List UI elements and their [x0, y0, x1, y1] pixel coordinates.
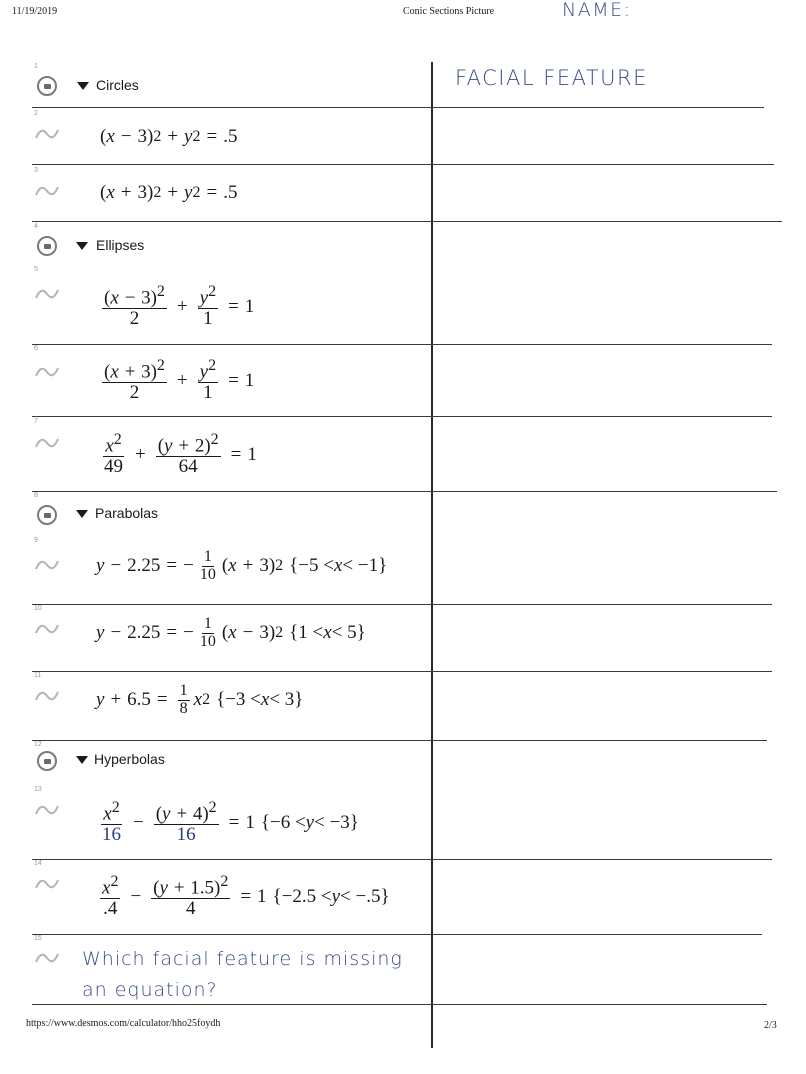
graph-wave-icon[interactable]: [34, 557, 60, 573]
graph-wave-icon[interactable]: [34, 435, 60, 451]
row-number: 3: [34, 167, 38, 174]
graph-wave-icon[interactable]: [34, 802, 60, 818]
row-number: 8: [34, 492, 38, 499]
graph-wave-icon[interactable]: [34, 183, 60, 199]
graph-wave-icon[interactable]: [34, 621, 60, 637]
row-number: 9: [34, 537, 38, 544]
folder-icon[interactable]: [37, 505, 57, 525]
graph-wave-icon[interactable]: [34, 950, 60, 966]
row-number: 4: [34, 223, 38, 230]
row-number: 6: [34, 345, 38, 352]
row-number: 15: [34, 935, 42, 942]
expression-hyperbola-top[interactable]: $\frac{x^2}{16}$ − $\frac{(y + 4)^2}{16}$ = 1 {−6 < y < −3}: [102, 799, 359, 846]
folder-label-parabolas: Parabolas: [95, 505, 159, 521]
expression-ellipse-left[interactable]: $\frac{(x + 3)^2}{2}$ + $\frac{y^2}{1}$ = 1: [104, 357, 255, 404]
graph-wave-icon[interactable]: [34, 688, 60, 704]
row-divider: [32, 604, 772, 605]
graph-wave-icon[interactable]: [34, 876, 60, 892]
row-number: 12: [34, 741, 42, 748]
expression-parabola-center[interactable]: y + 6.5 = $\frac{1}{8}$ x 2 {−3 < x < 3}: [96, 682, 304, 717]
expression-hyperbola-bottom[interactable]: $\frac{x^2}{.4}$ − $\frac{(y + 1.5)^2}{4}$ = 1 {−2.5 < y < −.5}: [102, 873, 390, 920]
expression-circle-right[interactable]: ( x − 3) 2 + y 2 = .5: [100, 126, 238, 147]
folder-icon[interactable]: [37, 236, 57, 256]
row-divider: [32, 740, 767, 741]
row-divider: [32, 221, 782, 222]
folder-label-ellipses: Ellipses: [96, 237, 145, 253]
collapse-triangle-icon[interactable]: [76, 242, 88, 250]
row-number: 7: [34, 418, 38, 425]
facial-feature-header: FACIAL FEATURE: [455, 66, 648, 90]
row-divider: [32, 416, 772, 417]
graph-wave-icon[interactable]: [34, 126, 60, 142]
row-divider: [32, 859, 772, 860]
handwritten-question[interactable]: Which facial feature is missing an equation?: [82, 948, 403, 1001]
row-divider: [32, 934, 762, 935]
expression-parabola-right[interactable]: y − 2.25 = − $\frac{1}{10}$ ( x − 3) 2 {1 < x < 5}: [96, 615, 366, 650]
folder-label-hyperbolas: Hyperbolas: [94, 751, 165, 767]
row-number: 13: [34, 786, 42, 793]
collapse-triangle-icon[interactable]: [76, 510, 88, 518]
row-number: 10: [34, 605, 42, 612]
folder-label-circles: Circles: [96, 77, 139, 93]
row-number: 14: [34, 860, 42, 867]
graph-wave-icon[interactable]: [34, 364, 60, 380]
row-divider: [32, 164, 774, 165]
expression-ellipse-large[interactable]: $\frac{x^2}{49}$ + $\frac{(y + 2)^2}{64}$ = 1: [104, 431, 257, 478]
graph-wave-icon[interactable]: [34, 286, 60, 302]
row-number: 1: [34, 63, 38, 70]
page-number: 2/3: [764, 1020, 777, 1031]
expression-circle-left[interactable]: ( x + 3) 2 + y 2 = .5: [100, 182, 238, 203]
row-number: 2: [34, 110, 38, 117]
expression-ellipse-right[interactable]: $\frac{(x - 3)^2}{2}$ + $\frac{y^2}{1}$ = 1: [104, 283, 255, 330]
row-divider: [32, 344, 772, 345]
row-divider: [32, 107, 764, 108]
page-title: Conic Sections Picture: [403, 6, 495, 17]
footer-url: https://www.desmos.com/calculator/hho25foydh: [26, 1018, 221, 1029]
row-divider: [32, 671, 772, 672]
row-divider: [32, 491, 777, 492]
row-number: 5: [34, 266, 38, 273]
folder-icon[interactable]: [37, 751, 57, 771]
folder-icon[interactable]: [37, 76, 57, 96]
expression-parabola-left[interactable]: y − 2.25 = − $\frac{1}{10}$ ( x + 3) 2 {−5 < x < −1}: [96, 548, 388, 583]
collapse-triangle-icon[interactable]: [76, 756, 88, 764]
row-number: 11: [34, 672, 42, 679]
name-label: NAME:: [562, 0, 632, 21]
column-divider: [431, 62, 433, 1048]
print-date: 11/19/2019: [12, 6, 58, 17]
collapse-triangle-icon[interactable]: [77, 82, 89, 90]
